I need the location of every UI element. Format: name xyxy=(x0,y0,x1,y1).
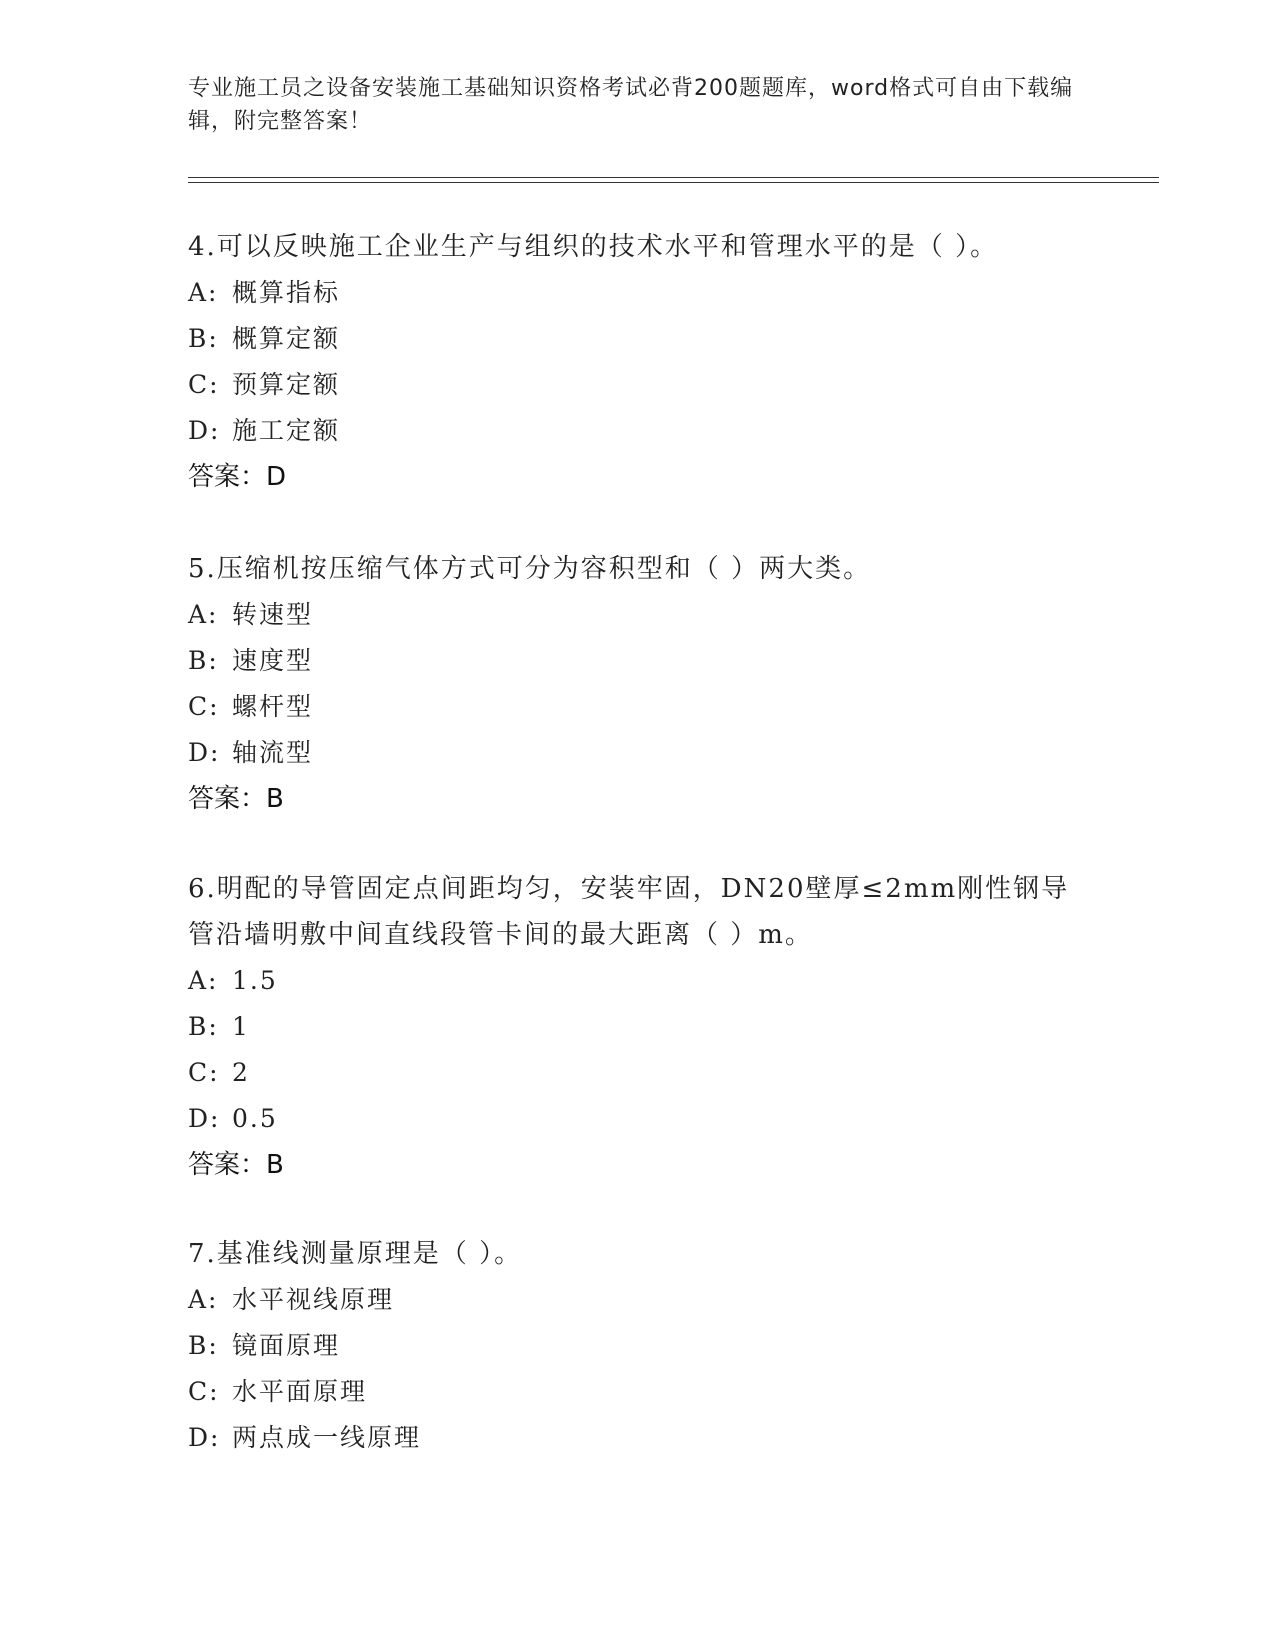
question-5 xyxy=(188,546,1088,822)
option-key: B: xyxy=(188,1012,219,1041)
question-7 xyxy=(188,1231,1088,1461)
option-key: B: xyxy=(188,646,219,675)
option-text: 水平视线原理 xyxy=(232,1285,395,1314)
option-d xyxy=(188,1096,1088,1142)
option-text: 两点成一线原理 xyxy=(232,1423,422,1452)
option-text: 螺杆型 xyxy=(232,692,314,721)
option-text: 1 xyxy=(232,1012,250,1041)
option-b xyxy=(188,316,1088,362)
question-stem: 5.压缩机按压缩气体方式可分为容积型和（ ）两大类。 xyxy=(188,554,872,584)
option-text: 概算指标 xyxy=(232,278,341,307)
option-d xyxy=(188,1415,1088,1461)
question-6 xyxy=(188,866,1088,1188)
option-text: 轴流型 xyxy=(232,738,314,767)
option-a xyxy=(188,592,1088,638)
option-key: A: xyxy=(188,1285,219,1314)
option-a xyxy=(188,1277,1088,1323)
option-b xyxy=(188,1323,1088,1369)
option-key: C: xyxy=(188,692,220,721)
option-text: 转速型 xyxy=(232,600,314,629)
option-key: D: xyxy=(188,1104,221,1133)
option-key: D: xyxy=(188,416,221,445)
header-text: 专业施工员之设备安装施工基础知识资格考试必背200题题库，word格式可自由下载编辑，附完整答案！ xyxy=(188,76,1074,134)
option-b xyxy=(188,1004,1088,1050)
option-d xyxy=(188,408,1088,454)
option-text: 水平面原理 xyxy=(232,1377,368,1406)
option-key: A: xyxy=(188,966,219,995)
option-text: 概算定额 xyxy=(232,324,341,353)
option-text: 0.5 xyxy=(232,1104,278,1133)
option-key: B: xyxy=(188,1331,219,1360)
document-header xyxy=(188,72,1088,138)
answer: 答案：D xyxy=(188,462,287,492)
header-divider-top xyxy=(188,177,1159,178)
option-text: 2 xyxy=(232,1058,250,1087)
answer: 答案：B xyxy=(188,784,284,814)
option-key: D: xyxy=(188,738,221,767)
option-a xyxy=(188,958,1088,1004)
question-stem: 4.可以反映施工企业生产与组织的技术水平和管理水平的是（ ）。 xyxy=(188,232,999,262)
option-key: A: xyxy=(188,600,219,629)
option-text: 1.5 xyxy=(232,966,278,995)
option-c xyxy=(188,1369,1088,1415)
option-key: C: xyxy=(188,370,220,399)
option-key: A: xyxy=(188,278,219,307)
option-text: 镜面原理 xyxy=(232,1331,341,1360)
option-key: C: xyxy=(188,1377,220,1406)
answer: 答案：B xyxy=(188,1150,284,1180)
option-c xyxy=(188,1050,1088,1096)
option-d xyxy=(188,730,1088,776)
question-stem: 6.明配的导管固定点间距均匀，安装牢固，DN20壁厚≤2mm刚性钢导管沿墙明敷中间直线段管卡间的最大距离（ ）m。 xyxy=(188,874,1070,950)
option-key: D: xyxy=(188,1423,221,1452)
question-4 xyxy=(188,224,1088,500)
option-text: 预算定额 xyxy=(232,370,341,399)
question-stem: 7.基准线测量原理是（ ）。 xyxy=(188,1239,523,1269)
header-divider-bottom xyxy=(188,182,1159,183)
option-text: 施工定额 xyxy=(232,416,341,445)
option-key: B: xyxy=(188,324,219,353)
option-a xyxy=(188,270,1088,316)
option-c xyxy=(188,684,1088,730)
option-text: 速度型 xyxy=(232,646,314,675)
option-b xyxy=(188,638,1088,684)
option-key: C: xyxy=(188,1058,220,1087)
option-c xyxy=(188,362,1088,408)
